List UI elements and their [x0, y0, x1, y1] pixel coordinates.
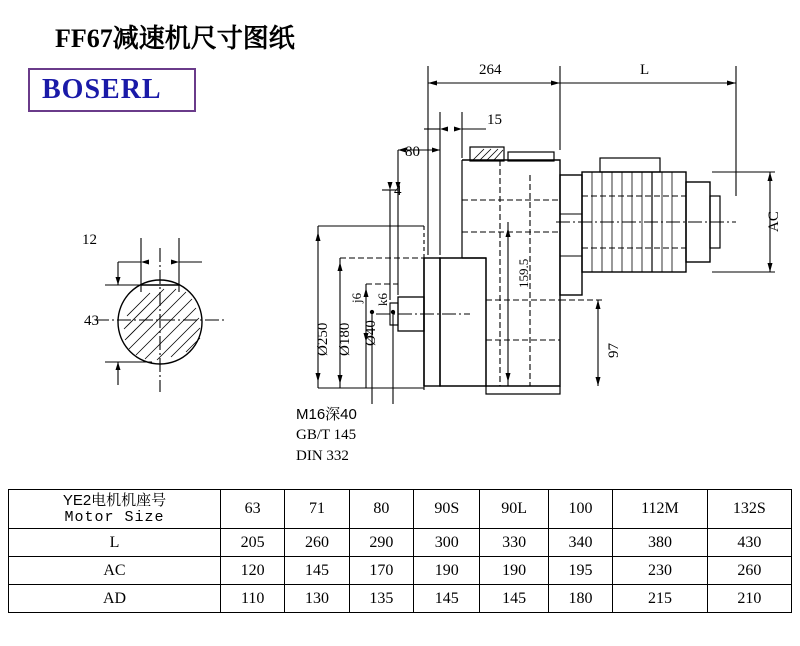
dim-d180-label: Ø180 — [337, 322, 353, 356]
dim-43-label: 43 — [84, 313, 99, 329]
cell-ad-63: 110 — [221, 585, 285, 613]
logo-text: BOSERL — [42, 74, 162, 105]
table-row — [9, 557, 792, 585]
table-col-90l: 90L — [480, 490, 548, 529]
cell-ac-132s: 260 — [707, 557, 791, 585]
cell-ac-90s: 190 — [414, 557, 480, 585]
table-head-motor-size — [9, 490, 221, 529]
table-row — [9, 585, 792, 613]
cell-l-132s: 430 — [707, 529, 791, 557]
table-col-71: 71 — [285, 490, 349, 529]
dim-264-label: 264 — [479, 62, 502, 78]
table-row — [9, 529, 792, 557]
cell-l-80: 290 — [349, 529, 413, 557]
dim-80-label: 80 — [405, 144, 420, 160]
table-head-en: Motor Size — [64, 509, 165, 526]
cell-ac-90l: 190 — [480, 557, 548, 585]
row-label-l: L — [9, 529, 221, 557]
note-line-3: DIN 332 — [296, 448, 349, 464]
table-col-132s: 132S — [707, 490, 791, 529]
cell-ac-63: 120 — [221, 557, 285, 585]
cell-ad-90s: 145 — [414, 585, 480, 613]
table-col-90s: 90S — [414, 490, 480, 529]
dim-97-label: 97 — [606, 343, 622, 358]
table-col-63: 63 — [221, 490, 285, 529]
dim-d250-label: Ø250 — [315, 322, 331, 356]
cell-l-112m: 380 — [613, 529, 708, 557]
dim-d180-tolerance-label: j6 — [349, 292, 364, 303]
cell-l-71: 260 — [285, 529, 349, 557]
cell-ad-132s: 210 — [707, 585, 791, 613]
dim-4-label: 4 — [394, 183, 402, 199]
table-head-cn: YE2电机机座号 — [62, 492, 167, 509]
cell-ac-100: 195 — [548, 557, 612, 585]
dim-AC-label: AC — [766, 211, 782, 232]
thread-note-block — [296, 404, 357, 467]
dim-159-5-label: 159.5 — [516, 258, 531, 288]
note-line-1: M16深40 — [296, 406, 357, 423]
table-row-header — [9, 490, 792, 529]
cell-ad-112m: 215 — [613, 585, 708, 613]
cell-ad-71: 130 — [285, 585, 349, 613]
motor-size-table — [8, 489, 792, 613]
dim-12-label: 12 — [82, 232, 97, 248]
cell-ad-90l: 145 — [480, 585, 548, 613]
row-label-ac: AC — [9, 557, 221, 585]
table-col-112m: 112M — [613, 490, 708, 529]
cell-ac-80: 170 — [349, 557, 413, 585]
cell-ac-71: 145 — [285, 557, 349, 585]
row-label-ad: AD — [9, 585, 221, 613]
cell-ad-100: 180 — [548, 585, 612, 613]
cell-l-90l: 330 — [480, 529, 548, 557]
dim-15-label: 15 — [487, 112, 502, 128]
dim-L-label: L — [640, 62, 650, 78]
table-col-100: 100 — [548, 490, 612, 529]
cell-l-90s: 300 — [414, 529, 480, 557]
cell-ad-80: 135 — [349, 585, 413, 613]
cell-ac-112m: 230 — [613, 557, 708, 585]
dim-d40-label: Ø40 — [363, 320, 379, 346]
dim-d40-tolerance-label: k6 — [375, 293, 390, 306]
note-line-2: GB/T 145 — [296, 427, 357, 443]
cell-l-63: 205 — [221, 529, 285, 557]
cell-l-100: 340 — [548, 529, 612, 557]
page-title: FF67减速机尺寸图纸 — [55, 24, 295, 53]
table-col-80: 80 — [349, 490, 413, 529]
